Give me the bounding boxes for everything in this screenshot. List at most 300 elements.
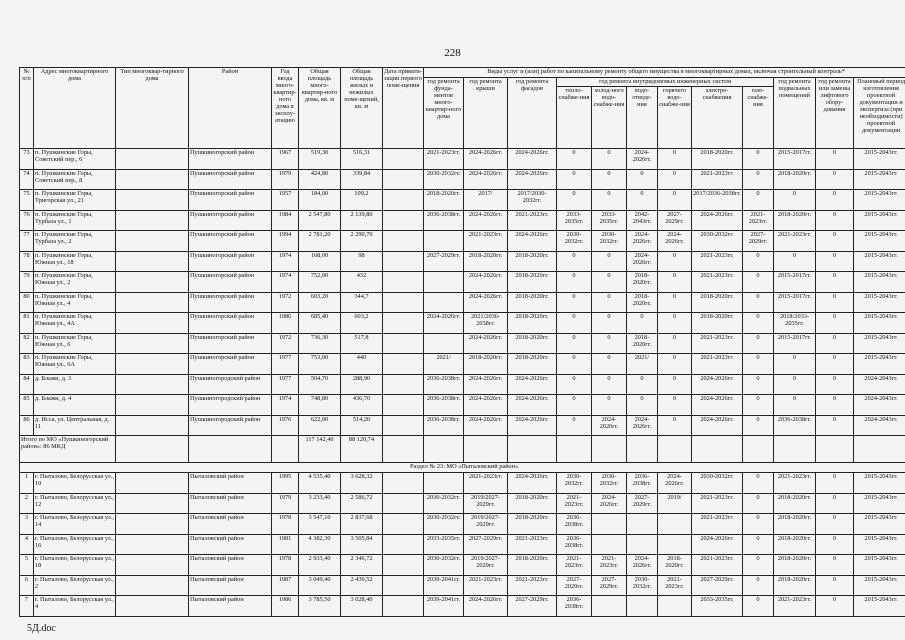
area-total-cell: 424,80 — [299, 169, 341, 190]
privatization-cell — [383, 596, 424, 617]
cold-water-cell: 0 — [592, 272, 627, 293]
roof-cell: 2021-2023гг. — [464, 575, 508, 596]
area-total-cell: 519,30 — [299, 149, 341, 170]
roof-cell: 2027-2029гг. — [464, 534, 508, 555]
facade-cell: 2024-2026гг. — [508, 473, 557, 494]
electricity-cell: 2024-2026гг. — [692, 374, 743, 395]
privatization-cell — [383, 169, 424, 190]
electricity-cell: 2030-2032гг. — [692, 231, 743, 252]
electricity-cell: 2017/2036-2038гг. — [692, 190, 743, 211]
utility-header: год ремонта внутридомовых инженерных систем — [557, 78, 774, 87]
roof-cell: 2024-2026гг. — [464, 333, 508, 354]
type-cell — [116, 374, 189, 395]
row-number: 5 — [20, 555, 34, 576]
type-cell — [116, 272, 189, 293]
col-heat: тепло-снабже-ния — [557, 87, 592, 149]
heat-cell: 2036-2038гг. — [557, 514, 592, 535]
hot-water-cell: 0 — [658, 333, 692, 354]
heat-cell: 0 — [557, 149, 592, 170]
table-body-pushkinogorsky — [20, 149, 905, 436]
district-cell: Пушкиногорский район — [189, 169, 272, 190]
cold-water-cell — [592, 596, 627, 617]
row-number: 86 — [20, 415, 34, 436]
basement-cell: 2021-2023гг. — [774, 596, 816, 617]
address-cell: п. Пушкинские Горы, Южная ул., 4А — [34, 313, 116, 334]
roof-cell: 2021-2023гг. — [464, 231, 508, 252]
heat-cell: 0 — [557, 169, 592, 190]
district-cell: Пушкиногорский район — [189, 149, 272, 170]
year-cell: 1987 — [272, 575, 299, 596]
address-cell: п. Пушкинские Горы, Южная ул., 18 — [34, 251, 116, 272]
cold-water-cell: 2033-2035гг. — [592, 210, 627, 231]
sewer-cell: 2018-2020гг. — [627, 333, 658, 354]
electricity-cell: 2021-2023гг. — [692, 333, 743, 354]
year-cell: 1978 — [272, 555, 299, 576]
sewer-cell — [627, 534, 658, 555]
electricity-cell: 2033-2035гг. — [692, 596, 743, 617]
privatization-cell — [383, 473, 424, 494]
total-label: Итого по МО «Пушкиногорский район»: 86 МКД — [20, 436, 116, 463]
electricity-cell: 2021-2023гг. — [692, 555, 743, 576]
gas-cell: 0 — [743, 596, 774, 617]
hot-water-cell: 2024-2026гг. — [658, 473, 692, 494]
privatization-cell — [383, 354, 424, 375]
gas-cell: 2027-2029гг. — [743, 231, 774, 252]
area-living-cell: 2 346,72 — [341, 555, 383, 576]
roof-cell: 2024-2026гг. — [464, 415, 508, 436]
basement-cell: 0 — [774, 190, 816, 211]
area-total-cell: 3 547,10 — [299, 514, 341, 535]
hot-water-cell: 0 — [658, 251, 692, 272]
roof-cell: 2024-2026гг. — [464, 292, 508, 313]
foundation-cell: 2036-2038гг. — [424, 395, 464, 416]
basement-cell: 2021-2023гг. — [774, 473, 816, 494]
year-cell: 1974 — [272, 395, 299, 416]
basement-cell: 0 — [774, 374, 816, 395]
plan-cell: 2015-2043гг. — [854, 354, 905, 375]
col-gas: газо-снабже-ния — [743, 87, 774, 149]
heat-cell: 2036-2038гг. — [557, 534, 592, 555]
roof-cell: 2021/2036-2038гг. — [464, 313, 508, 334]
facade-cell: 2018-2020гг. — [508, 251, 557, 272]
electricity-cell: 2030-2032гг. — [692, 473, 743, 494]
heat-cell: 0 — [557, 395, 592, 416]
heat-cell: 2033-2035гг. — [557, 210, 592, 231]
gas-cell: 0 — [743, 493, 774, 514]
section-title: Раздел № 23: МО «Пыталовский район» — [20, 463, 905, 473]
works-header: Виды услуг и (или) работ по капитальному ремонту общего имущества в многоквартирных домах, включая строительный контроль* — [424, 68, 905, 78]
electricity-cell: 2021-2023гг. — [692, 169, 743, 190]
area-total-cell: 2 781,20 — [299, 231, 341, 252]
year-cell: 1979 — [272, 493, 299, 514]
privatization-cell — [383, 415, 424, 436]
address-cell: д. Блажи, д. 3 — [34, 374, 116, 395]
heat-cell: 0 — [557, 251, 592, 272]
gas-cell: 0 — [743, 575, 774, 596]
table-row — [20, 313, 905, 334]
privatization-cell — [383, 514, 424, 535]
address-cell: д. Исса, ул. Центральная, д. 11 — [34, 415, 116, 436]
facade-cell: 2021-2023гг. — [508, 210, 557, 231]
foundation-cell: 2033-2035гг. — [424, 534, 464, 555]
type-cell — [116, 149, 189, 170]
roof-cell: 2019/2027-2029гг. — [464, 514, 508, 535]
area-total-cell: 504,70 — [299, 374, 341, 395]
table-row — [20, 169, 905, 190]
foundation-cell — [424, 272, 464, 293]
lift-cell: 0 — [816, 555, 854, 576]
table-row — [20, 493, 905, 514]
foundation-cell — [424, 473, 464, 494]
area-total-cell: 3 785,50 — [299, 596, 341, 617]
sewer-cell: 2018-2020гг. — [627, 272, 658, 293]
table-row — [20, 534, 905, 555]
electricity-cell: 2027-2029гг. — [692, 575, 743, 596]
row-number: 75 — [20, 190, 34, 211]
roof-cell: 2024-2026гг. — [464, 272, 508, 293]
hot-water-cell: 2019/ — [658, 493, 692, 514]
year-cell: 1974 — [272, 251, 299, 272]
address-cell: г. Пыталово, Белорусская ул., 14 — [34, 514, 116, 535]
plan-cell: 2015-2043гг. — [854, 210, 905, 231]
table-body-pytalovsky — [20, 473, 905, 617]
area-living-cell: 3 505,84 — [341, 534, 383, 555]
hot-water-cell — [658, 534, 692, 555]
foundation-cell: 2021/ — [424, 354, 464, 375]
sewer-cell — [627, 514, 658, 535]
facade-cell: 2018-2020гг. — [508, 333, 557, 354]
year-cell: 1957 — [272, 190, 299, 211]
facade-cell: 2024-2026гг. — [508, 415, 557, 436]
roof-cell: 2024-2026гг. — [464, 149, 508, 170]
gas-cell: 2021-2023гг. — [743, 210, 774, 231]
basement-cell: 2018/2033-2035гг. — [774, 313, 816, 334]
basement-cell: 2018-2020гг. — [774, 169, 816, 190]
foundation-cell: 2030-2032гг. — [424, 493, 464, 514]
year-cell: 1994 — [272, 231, 299, 252]
table-row — [20, 473, 905, 494]
roof-cell: 2024-2026гг. — [464, 374, 508, 395]
facade-cell: 2027-2029гг. — [508, 596, 557, 617]
row-number: 82 — [20, 333, 34, 354]
table-row — [20, 333, 905, 354]
facade-cell: 2024-2026гг. — [508, 231, 557, 252]
lift-cell: 0 — [816, 575, 854, 596]
district-cell: Пыталовский район — [189, 555, 272, 576]
area-total-cell: 685,40 — [299, 313, 341, 334]
cold-water-cell: 0 — [592, 374, 627, 395]
plan-cell: 2024-2043гг. — [854, 415, 905, 436]
lift-cell: 0 — [816, 169, 854, 190]
facade-cell: 2018-2020гг. — [508, 555, 557, 576]
basement-cell: 2018-2020гг. — [774, 534, 816, 555]
lift-cell: 0 — [816, 596, 854, 617]
basement-cell: 2015-2017гг. — [774, 149, 816, 170]
area-total-cell: 168,00 — [299, 251, 341, 272]
address-cell: г. Пыталово, Белорусская ул., 10 — [34, 473, 116, 494]
row-number: 73 — [20, 149, 34, 170]
district-cell: Пушкиногорский район — [189, 231, 272, 252]
table-row — [20, 354, 905, 375]
plan-cell: 2015-2043гг. — [854, 149, 905, 170]
basement-cell: 0 — [774, 395, 816, 416]
col-num: № п/п — [20, 68, 34, 149]
lift-cell: 0 — [816, 354, 854, 375]
row-number: 7 — [20, 596, 34, 617]
type-cell — [116, 354, 189, 375]
cold-water-cell: 0 — [592, 251, 627, 272]
district-cell: Пушкиногорский район — [189, 190, 272, 211]
plan-cell: 2024-2043гг. — [854, 395, 905, 416]
basement-cell: 2018-2020гг. — [774, 514, 816, 535]
roof-cell: 2024-2026гг. — [464, 596, 508, 617]
gas-cell: 0 — [743, 333, 774, 354]
row-number: 83 — [20, 354, 34, 375]
table-row — [20, 292, 905, 313]
basement-cell: 2021-2023гг. — [774, 231, 816, 252]
plan-cell: 2015-2043гг. — [854, 493, 905, 514]
cold-water-cell: 2021-2023гг. — [592, 555, 627, 576]
sewer-cell: 2036-2038гг. — [627, 473, 658, 494]
row-number: 76 — [20, 210, 34, 231]
table-row — [20, 415, 905, 436]
plan-cell: 2015-2043гг. — [854, 534, 905, 555]
basement-cell: 2018-2020гг. — [774, 575, 816, 596]
type-cell — [116, 575, 189, 596]
roof-cell: 2024-2026гг. — [464, 210, 508, 231]
sewer-cell: 2021/ — [627, 354, 658, 375]
sewer-cell: 2042-2043гг. — [627, 210, 658, 231]
gas-cell: 0 — [743, 555, 774, 576]
address-cell: п. Пушкинские Горы, Южная ул., 6А — [34, 354, 116, 375]
privatization-cell — [383, 292, 424, 313]
lift-cell: 0 — [816, 231, 854, 252]
plan-cell: 2015-2043гг. — [854, 292, 905, 313]
electricity-cell: 2018-2020гг. — [692, 149, 743, 170]
table-row — [20, 555, 905, 576]
privatization-cell — [383, 313, 424, 334]
district-cell: Пыталовский район — [189, 534, 272, 555]
heat-cell: 0 — [557, 333, 592, 354]
total-row — [20, 436, 905, 463]
lift-cell: 0 — [816, 292, 854, 313]
type-cell — [116, 251, 189, 272]
area-living-cell: 2 837,68 — [341, 514, 383, 535]
area-living-cell: 2 290,70 — [341, 231, 383, 252]
plan-cell: 2015-2043гг. — [854, 333, 905, 354]
year-cell: 1981 — [272, 534, 299, 555]
row-number: 84 — [20, 374, 34, 395]
address-cell: п. Пушкинские Горы, Советский пер., 8 — [34, 169, 116, 190]
plan-cell: 2024-2043гг. — [854, 374, 905, 395]
address-cell: п. Пушкинские Горы, Южная ул., 2 — [34, 272, 116, 293]
area-total-cell: 3 233,40 — [299, 493, 341, 514]
heat-cell: 0 — [557, 415, 592, 436]
plan-cell: 2015-2043гг. — [854, 473, 905, 494]
col-electricity: электро-снабжения — [692, 87, 743, 149]
cold-water-cell: 0 — [592, 333, 627, 354]
row-number: 1 — [20, 473, 34, 494]
area-living-cell: 2 139,80 — [341, 210, 383, 231]
sewer-cell — [627, 596, 658, 617]
foundation-cell: 2036-2038гг. — [424, 415, 464, 436]
row-number: 78 — [20, 251, 34, 272]
col-lift: год ремонта или замены лифтового обору-дования — [816, 78, 854, 149]
foundation-cell: 2030-2032гг. — [424, 169, 464, 190]
plan-cell: 2015-2043гг. — [854, 169, 905, 190]
type-cell — [116, 190, 189, 211]
col-sewer: водо-отведе-ния — [627, 87, 658, 149]
hot-water-cell: 0 — [658, 272, 692, 293]
table-row — [20, 272, 905, 293]
type-cell — [116, 534, 189, 555]
basement-cell: 2015-2017гг. — [774, 333, 816, 354]
facade-cell: 2021-2023гг. — [508, 575, 557, 596]
type-cell — [116, 415, 189, 436]
heat-cell: 0 — [557, 354, 592, 375]
type-cell — [116, 231, 189, 252]
facade-cell: 2021-2023гг. — [508, 534, 557, 555]
year-cell: 1977 — [272, 374, 299, 395]
gas-cell: 0 — [743, 395, 774, 416]
area-total-cell: 752,00 — [299, 272, 341, 293]
basement-cell: 2018-2020гг. — [774, 493, 816, 514]
lift-cell: 0 — [816, 251, 854, 272]
area-total-cell: 753,00 — [299, 354, 341, 375]
basement-cell: 0 — [774, 251, 816, 272]
sewer-cell: 0 — [627, 374, 658, 395]
basement-cell: 2036-2038гг. — [774, 415, 816, 436]
cold-water-cell — [592, 514, 627, 535]
area-total-cell: 748,80 — [299, 395, 341, 416]
electricity-cell: 2024-2026гг. — [692, 534, 743, 555]
col-roof: год ремонта крыши — [464, 78, 508, 149]
col-district: Район — [189, 68, 272, 149]
foundation-cell — [424, 333, 464, 354]
roof-cell: 2024-2026гг. — [464, 169, 508, 190]
type-cell — [116, 210, 189, 231]
col-year: Год ввода много-квартир-ного дома в эксплу-атацию — [272, 68, 299, 149]
sewer-cell: 0 — [627, 313, 658, 334]
area-total-cell: 2 933,40 — [299, 555, 341, 576]
electricity-cell: 2024-2026гг. — [692, 210, 743, 231]
table-row — [20, 596, 905, 617]
roof-cell: 2019/2027-2029гг. — [464, 493, 508, 514]
type-cell — [116, 493, 189, 514]
year-cell: 1974 — [272, 272, 299, 293]
plan-cell: 2015-2043гг. — [854, 272, 905, 293]
area-total-cell: 622,00 — [299, 415, 341, 436]
electricity-cell: 2024-2026гг. — [692, 395, 743, 416]
page-number: 228 — [444, 47, 461, 59]
district-cell: Пушкиногорский район — [189, 313, 272, 334]
heat-cell: 2021-2023гг. — [557, 555, 592, 576]
sewer-cell: 2024-2026гг. — [627, 415, 658, 436]
table-row — [20, 514, 905, 535]
foundation-cell: 2018-2020гг. — [424, 190, 464, 211]
area-living-cell: 344,7 — [341, 292, 383, 313]
area-living-cell: 2 586,72 — [341, 493, 383, 514]
roof-cell: 2019/2027-2029гг. — [464, 555, 508, 576]
table-row — [20, 149, 905, 170]
row-number: 74 — [20, 169, 34, 190]
foundation-cell: 2036-2038гг. — [424, 210, 464, 231]
sewer-cell: 0 — [627, 169, 658, 190]
cold-water-cell: 0 — [592, 354, 627, 375]
lift-cell: 0 — [816, 534, 854, 555]
year-cell: 1977 — [272, 354, 299, 375]
facade-cell: 2024-2026гг. — [508, 149, 557, 170]
lift-cell: 0 — [816, 514, 854, 535]
address-cell: г. Пыталово, Белорусская ул., 4 — [34, 596, 116, 617]
privatization-cell — [383, 374, 424, 395]
plan-cell: 2015-2043гг. — [854, 231, 905, 252]
roof-cell: 2024-2026гг. — [464, 395, 508, 416]
hot-water-cell: 2024-2026гг. — [658, 231, 692, 252]
foundation-cell — [424, 231, 464, 252]
heat-cell: 2030-2032гг. — [557, 231, 592, 252]
hot-water-cell: 0 — [658, 169, 692, 190]
area-living-cell: 603,2 — [341, 313, 383, 334]
hot-water-cell: 2027-2029гг. — [658, 210, 692, 231]
privatization-cell — [383, 149, 424, 170]
foundation-cell: 2024-2026гг. — [424, 313, 464, 334]
district-cell: Пушкиногородский район — [189, 395, 272, 416]
sewer-cell: 2030-2032гг. — [627, 575, 658, 596]
cold-water-cell: 0 — [592, 149, 627, 170]
type-cell — [116, 514, 189, 535]
privatization-cell — [383, 231, 424, 252]
district-cell: Пушкиногородский район — [189, 415, 272, 436]
privatization-cell — [383, 575, 424, 596]
privatization-cell — [383, 272, 424, 293]
plan-cell: 2015-2043гг. — [854, 555, 905, 576]
gas-cell: 0 — [743, 473, 774, 494]
lift-cell: 0 — [816, 190, 854, 211]
electricity-cell: 2018-2020гг. — [692, 313, 743, 334]
gas-cell: 0 — [743, 415, 774, 436]
lift-cell: 0 — [816, 395, 854, 416]
year-cell: 1984 — [272, 210, 299, 231]
address-cell: п. Пушкинские Горы, Южная ул., 4 — [34, 292, 116, 313]
heat-cell: 0 — [557, 374, 592, 395]
hot-water-cell: 2018-2020гг. — [658, 555, 692, 576]
electricity-cell: 2018-2020гг. — [692, 292, 743, 313]
area-total-cell: 184,00 — [299, 190, 341, 211]
gas-cell: 0 — [743, 149, 774, 170]
foundation-cell: 2039-2041гг. — [424, 596, 464, 617]
basement-cell: 2015-2017гг. — [774, 292, 816, 313]
area-total-cell: 4 382,30 — [299, 534, 341, 555]
district-cell: Пушкиногородский район — [189, 374, 272, 395]
table-total-block — [20, 436, 905, 473]
table-row — [20, 231, 905, 252]
area-living-cell: 109,2 — [341, 190, 383, 211]
capital-repair-table — [19, 67, 905, 617]
table-row — [20, 251, 905, 272]
foundation-cell: 2030-2032гг. — [424, 514, 464, 535]
privatization-cell — [383, 493, 424, 514]
hot-water-cell: 2021-2023гг. — [658, 575, 692, 596]
hot-water-cell: 0 — [658, 354, 692, 375]
year-cell: 1967 — [272, 149, 299, 170]
lift-cell: 0 — [816, 149, 854, 170]
heat-cell: 0 — [557, 313, 592, 334]
row-number: 2 — [20, 493, 34, 514]
type-cell — [116, 292, 189, 313]
cold-water-cell: 2024-2026гг. — [592, 493, 627, 514]
electricity-cell: 2024-2026гг. — [692, 415, 743, 436]
